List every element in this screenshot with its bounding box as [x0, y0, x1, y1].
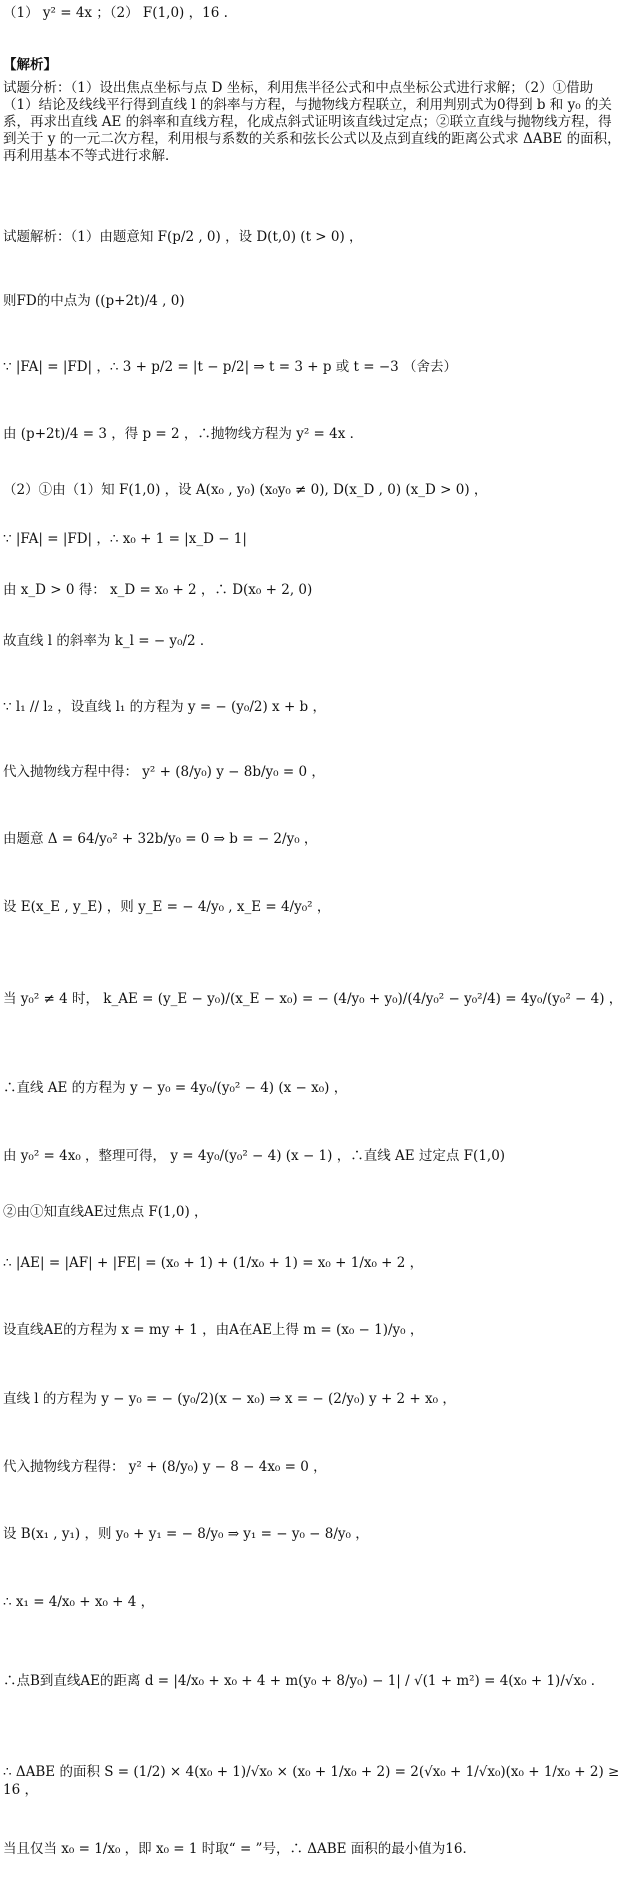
solution-line: 当且仅当 x₀ = 1/x₀ ，即 x₀ = 1 时取“ = ”号，∴ ΔABE 面积的最小值为16．	[3, 1841, 476, 1857]
solution-line: 则FD的中点为 ((p+2t)/4 , 0)	[3, 293, 185, 309]
solution-line: 故直线 l 的斜率为 k_l = − y₀/2 ．	[3, 633, 214, 649]
solution-line: ∴ |AE| = |AF| + |FE| = (x₀ + 1) + (1/x₀ + 1) = x₀ + 1/x₀ + 2 ，	[3, 1255, 424, 1271]
solution-line: ∵ |FA| = |FD| ，∴ 3 + p/2 = |t − p/2| ⇒ t = 3 + p 或 t = −3 （舍去）	[3, 359, 458, 375]
solution-line: 代入抛物线方程中得： y² + (8/y₀) y − 8b/y₀ = 0 ，	[3, 764, 325, 780]
solution-line: ∴点B到直线AE的距离 d = |4/x₀ + x₀ + 4 + m(y₀ + 8/y₀) − 1| / √(1 + m²) = 4(x₀ + 1)/√x₀ ．	[3, 1673, 605, 1689]
solution-line: 直线 l 的方程为 y − y₀ = − (y₀/2)(x − x₀) ⇒ x = − (2/y₀) y + 2 + x₀ ，	[3, 1391, 456, 1407]
solution-line: 由 y₀² = 4x₀ ，整理可得， y = 4y₀/(y₀² − 4) (x − 1) ，∴直线 AE 过定点 F(1,0)	[3, 1148, 506, 1164]
solution-line: 当 y₀² ≠ 4 时， k_AE = (y_E − y₀)/(x_E − x₀) = − (4/y₀ + y₀)/(4/y₀² − y₀²/4) = 4y₀/(y₀² − 4) ，	[3, 991, 623, 1007]
solution-line: 设 B(x₁ , y₁) ，则 y₀ + y₁ = − 8/y₀ ⇒ y₁ = − y₀ − 8/y₀ ，	[3, 1526, 369, 1542]
section-title: 【解析】	[3, 57, 57, 73]
solution-line: 代入抛物线方程得： y² + (8/y₀) y − 8 − 4x₀ = 0 ，	[3, 1459, 327, 1475]
solution-line: 由 x_D > 0 得： x_D = x₀ + 2 ，∴ D(x₀ + 2, 0)	[3, 582, 313, 598]
solution-line: ∵ l₁ // l₂ ，设直线 l₁ 的方程为 y = − (y₀/2) x + b ，	[3, 699, 326, 715]
solution-line: ∵ |FA| = |FD| ，∴ x₀ + 1 = |x_D − 1|	[3, 531, 247, 547]
solution-line: 由题意 Δ = 64/y₀² + 32b/y₀ = 0 ⇒ b = − 2/y₀ ，	[3, 831, 318, 847]
solution-line: 设直线AE的方程为 x = my + 1 ，由A在AE上得 m = (x₀ − 1)/y₀ ，	[3, 1322, 424, 1338]
solution-line: ∴ ΔABE 的面积 S = (1/2) × 4(x₀ + 1)/√x₀ × (x₀ + 1/x₀ + 2) = 2(√x₀ + 1/√x₀)(x₀ + 1/x₀ + 2) ≥ 16 ，	[3, 1764, 624, 1798]
solution-line: （2）①由（1）知 F(1,0) ，设 A(x₀ , y₀) (x₀y₀ ≠ 0), D(x_D , 0) (x_D > 0) ，	[3, 482, 488, 498]
solution-line: 设 E(x_E , y_E) ，则 y_E = − 4/y₀ , x_E = 4/y₀² ，	[3, 899, 331, 915]
solution-line: 由 (p+2t)/4 = 3 ，得 p = 2 ，∴抛物线方程为 y² = 4x ．	[3, 426, 364, 442]
answer-line: （1） y² = 4x ；（2） F(1,0) ，16 .	[3, 5, 228, 21]
solution-line: ∴直线 AE 的方程为 y − y₀ = 4y₀/(y₀² − 4) (x − x₀) ，	[3, 1080, 348, 1096]
solution-line: ②由①知直线AE过焦点 F(1,0) ，	[3, 1204, 208, 1220]
solution-line: ∴ x₁ = 4/x₀ + x₀ + 4 ，	[3, 1594, 155, 1610]
analysis-paragraph: 试题分析：（1）设出焦点坐标与点 D 坐标，利用焦半径公式和中点坐标公式进行求解；（2）①借助（1）结论及线线平行得到直线 l 的斜率与方程，与抛物线方程联立，利用判别式为0得到 b 和 y₀ 的关系，再求出直线 AE 的斜率和直线方程，化成点斜式证明该直线过定点；②联立直线与抛物线方程，得到关于 y 的一元二次方程，利用根与系数的关系和弦长公式以及点到直线的距离公式求 ΔABE 的面积，再利用基本不等式进行求解．	[3, 80, 621, 164]
solution-line: 试题解析：（1）由题意知 F(p/2 , 0) ，设 D(t,0) (t > 0) ，	[3, 229, 363, 245]
